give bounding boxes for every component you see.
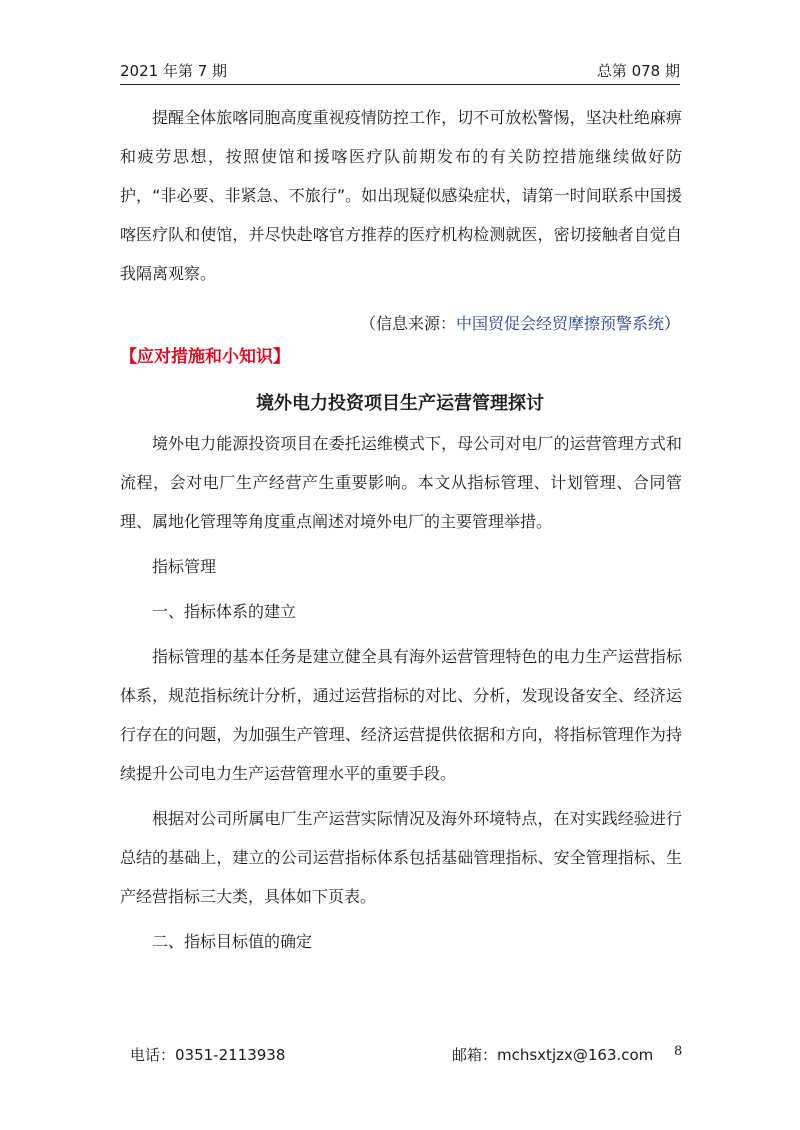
total-issue-label: 总第 078 期 [596,62,680,80]
footer-phone: 电话：0351-2113938 [130,1046,286,1064]
article-subheading: 二、指标目标值的确定 [152,932,313,951]
article-subheading: 一、指标体系的建立 [152,602,297,621]
intro-block [120,98,682,293]
article-body [120,424,682,961]
source-link[interactable]: 中国贸促会经贸摩擦预警系统 [455,314,664,333]
article-paragraph: 指标管理的基本任务是建立健全具有海外运营管理特色的电力生产运营指标体系，规范指标统计分析，通过运营指标的对比、分析，发现设备安全、经济运行存在的问题，为加强生产管理、经济运营提供依据和方向，将指标管理作为持续提升公司电力生产运营管理水平的重要手段。 [120,647,682,783]
article-paragraph: 根据对公司所属电厂生产运营实际情况及海外环境特点，在对实践经验进行总结的基础上，建立的公司运营指标体系包括基础管理指标、安全管理指标、生产经营指标三大类，具体如下页表。 [120,809,682,906]
page-number: 8 [674,1044,683,1059]
page-header [120,58,680,85]
intro-paragraph: 提醒全体旅喀同胞高度重视疫情防控工作，切不可放松警惕，坚决杜绝麻痹和疲劳思想，按照使馆和援喀医疗队前期发布的有关防控措施继续做好防护，“非必要、非紧急、不旅行”。如出现疑似感染症状，请第一时间联系中国援喀医疗队和使馆，并尽快赴喀官方推荐的医疗机构检测就医，密切接触者自觉自我隔离观察。 [120,108,682,283]
source-suffix: ） [663,314,680,333]
footer-email: 邮箱：mchsxtjzx@163.com [452,1046,654,1064]
section-title: 【应对措施和小知识】 [120,347,290,367]
article-title: 境外电力投资项目生产运营管理探讨 [256,393,544,414]
source-prefix: （信息来源： [359,314,456,333]
article-subheading: 指标管理 [152,557,217,576]
issue-label: 2021 年第 7 期 [120,62,228,80]
article-paragraph: 境外电力能源投资项目在委托运维模式下，母公司对电厂的运营管理方式和流程，会对电厂生产经营产生重要影响。本文从指标管理、计划管理、合同管理、属地化管理等角度重点阐述对境外电厂的主要管理举措。 [120,434,682,531]
info-source [360,310,680,338]
